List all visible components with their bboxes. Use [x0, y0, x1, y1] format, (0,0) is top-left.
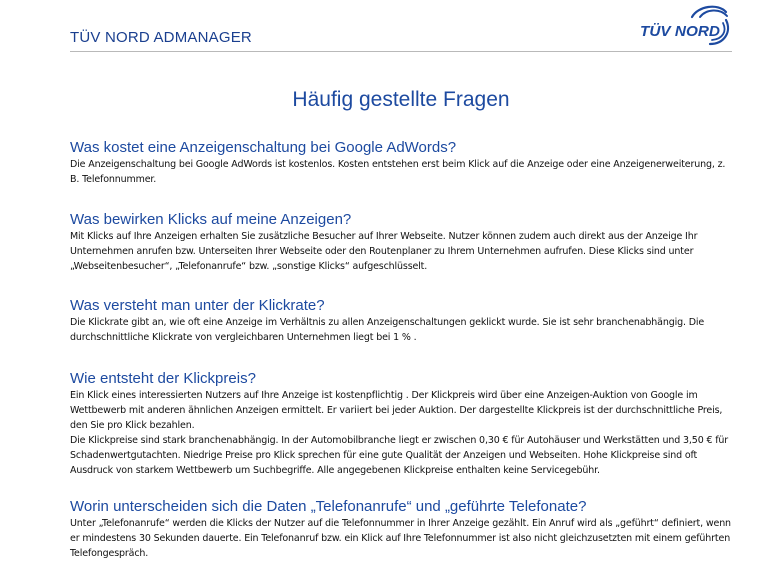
faq-answer	[70, 157, 732, 187]
faq-item	[70, 370, 732, 478]
faq-answer-paragraph: Die Klickrate gibt an, wie oft eine Anzeige im Verhältnis zu allen Anzeigenschaltungen geklickt wurde. Sie ist sehr branchenabhängig. Die durchschnittliche Klickrate von vergleichbaren Unternehmen liegt bei 1 % .	[70, 317, 705, 343]
faq-answer-paragraph: Ein Klick eines interessierten Nutzers auf Ihre Anzeige ist kostenpflichtig . Der Klickpreis wird über eine Anzeigen-Auktion von Google im Wettbewerb mit anderen ähnlichen Anzeigen ermittelt. Er variiert bei jeder Auktion. Der dargestellte Klickpreis ist der durchschnittliche Preis, den Sie pro Klick bezahlen.	[70, 390, 723, 431]
faq-answer-paragraph: Mit Klicks auf Ihre Anzeigen erhalten Sie zusätzliche Besucher auf Ihrer Webseite. Nutzer können zudem auch direkt aus der Anzeige Ihr Unternehmen anrufen bzw. Unterseiten Ihrer Webseite oder den Routenplaner zu Ihrem Unternehmen aufrufen. Diese Klicks sind unter „Webseitenbesucher“, „Telefonanrufe“ bzw. „sonstige Klicks“ aufgeschlüsselt.	[70, 231, 698, 272]
page-title: Häufig gestellte Fragen	[292, 88, 510, 111]
faq-answer	[70, 388, 732, 478]
faq-answer	[70, 516, 732, 561]
faq-answer	[70, 229, 732, 274]
faq-answer-paragraph: Die Klickpreise sind stark branchenabhängig. In der Automobilbranche liegt er zwischen 0,30 € für Autohäuser und Werkstätten und 3,50 € für Schadenwertgutachten. Niedrige Preise pro Klick sprechen für eine gute Qualität der Anzeigen und Webseiten. Hohe Klickpreise sind oft Ausdruck von starkem Wettbewerb um Suchbegriffe. Alle angegebenen Klickpreise enthalten keine Servicegebühr.	[70, 435, 729, 476]
faq-answer-paragraph: Unter „Telefonanrufe“ werden die Klicks der Nutzer auf die Telefonnummer in Ihrer Anzeige gezählt. Ein Anruf wird als „geführt“ definiert, wenn er mindestens 30 Sekunden dauerte. Ein Telefonanruf bzw. ein Klick auf Ihre Telefonnummer ist also nicht gleichzusetzten mit einem geführten Telefongespräch.	[70, 518, 731, 559]
app-title: TÜV NORD ADMANAGER	[70, 29, 252, 46]
faq-answer-paragraph: Die Anzeigenschaltung bei Google AdWords ist kostenlos. Kosten entstehen erst beim Klick auf die Anzeige oder eine Anzeigenerweiterung, z. B. Telefonnummer.	[70, 159, 726, 185]
faq-question: Was kostet eine Anzeigenschaltung bei Google AdWords?	[70, 139, 457, 156]
faq-question: Wie entsteht der Klickpreis?	[70, 370, 256, 387]
header-divider	[70, 51, 732, 52]
logo-wordmark: TÜV NORD	[640, 23, 721, 40]
faq-answer	[70, 315, 732, 345]
tuv-nord-logo	[640, 4, 732, 48]
faq-item	[70, 297, 732, 345]
faq-question: Worin unterscheiden sich die Daten „Telefonanrufe“ und „geführte Telefonate?	[70, 498, 587, 515]
faq-item	[70, 139, 732, 187]
faq-question: Was bewirken Klicks auf meine Anzeigen?	[70, 211, 352, 228]
faq-question: Was versteht man unter der Klickrate?	[70, 297, 325, 314]
faq-item	[70, 498, 732, 561]
header	[70, 0, 732, 50]
faq-item	[70, 211, 732, 274]
